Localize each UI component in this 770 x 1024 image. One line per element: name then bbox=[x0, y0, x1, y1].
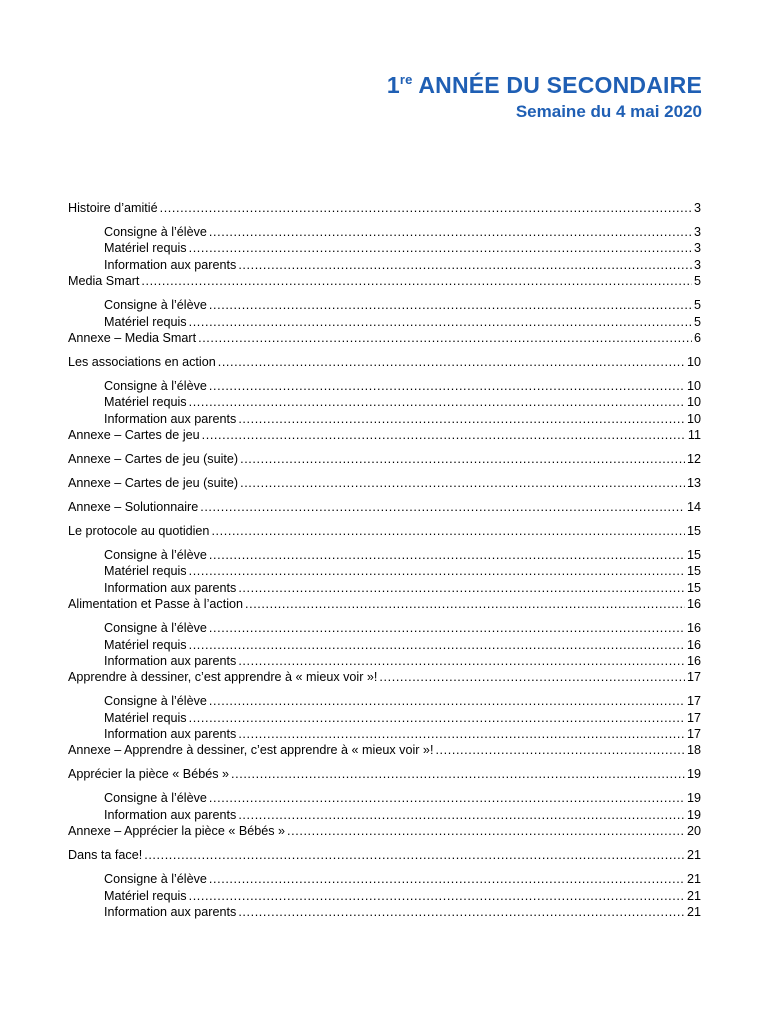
toc-entry-label: Annexe – Cartes de jeu (suite) bbox=[68, 452, 239, 467]
toc-entry-label: Alimentation et Passe à l’action bbox=[68, 597, 244, 612]
toc-subentry[interactable] bbox=[68, 224, 701, 240]
toc-page-number: 17 bbox=[686, 670, 701, 685]
table-of-contents bbox=[68, 200, 701, 920]
toc-subentry[interactable] bbox=[68, 637, 701, 653]
toc-page-number: 10 bbox=[686, 411, 701, 426]
toc-subentry[interactable] bbox=[68, 378, 701, 394]
toc-entry[interactable] bbox=[68, 475, 701, 491]
toc-subentry[interactable] bbox=[68, 726, 701, 742]
toc-page-number: 10 bbox=[686, 378, 701, 393]
toc-dot-leader bbox=[189, 888, 685, 904]
toc-dot-leader bbox=[238, 257, 692, 273]
toc-dot-leader bbox=[240, 475, 685, 491]
toc-dot-leader bbox=[238, 411, 685, 427]
toc-dot-leader bbox=[198, 330, 692, 346]
toc-dot-leader bbox=[209, 224, 692, 240]
toc-page-number: 17 bbox=[686, 727, 701, 742]
toc-entry[interactable] bbox=[68, 523, 701, 539]
toc-subentry[interactable] bbox=[68, 314, 701, 330]
toc-dot-leader bbox=[189, 563, 685, 579]
toc-entry-label: Histoire d’amitié bbox=[68, 201, 158, 215]
toc-entry-label: Apprendre à dessiner, c’est apprendre à « mieux voir »! bbox=[68, 670, 378, 685]
toc-dot-leader bbox=[238, 726, 685, 742]
toc-subentry[interactable] bbox=[68, 807, 701, 823]
toc-entry[interactable] bbox=[68, 596, 701, 612]
toc-page-number: 17 bbox=[686, 694, 701, 709]
toc-page-number: 21 bbox=[686, 904, 701, 919]
toc-dot-leader bbox=[211, 523, 685, 539]
toc-page-number: 10 bbox=[686, 354, 701, 369]
toc-subentry[interactable] bbox=[68, 888, 701, 904]
toc-page-number: 16 bbox=[686, 637, 701, 652]
toc-dot-leader bbox=[231, 766, 685, 782]
toc-entry-label: Consigne à l’élève bbox=[104, 791, 207, 806]
toc-entry-label: Dans ta face! bbox=[68, 848, 143, 863]
toc-entry-label: Annexe – Media Smart bbox=[68, 330, 197, 345]
toc-dot-leader bbox=[209, 620, 685, 636]
toc-dot-leader bbox=[238, 904, 685, 920]
toc-dot-leader bbox=[240, 451, 685, 467]
toc-dot-leader bbox=[209, 693, 685, 709]
toc-entry[interactable] bbox=[68, 669, 701, 685]
toc-entry[interactable] bbox=[68, 847, 701, 863]
toc-entry-label: Media Smart bbox=[68, 274, 140, 289]
toc-page-number: 19 bbox=[686, 807, 701, 822]
toc-entry[interactable] bbox=[68, 499, 701, 515]
toc-page-number: 16 bbox=[686, 653, 701, 668]
toc-entry-label: Consigne à l’élève bbox=[104, 547, 207, 562]
toc-entry-label: Annexe – Cartes de jeu (suite) bbox=[68, 476, 239, 491]
toc-dot-leader bbox=[209, 871, 685, 887]
toc-entry-label: Information aux parents bbox=[104, 257, 237, 272]
toc-entry-label: Consigne à l’élève bbox=[104, 224, 207, 239]
toc-page-number: 3 bbox=[693, 257, 701, 272]
toc-dot-leader bbox=[209, 790, 685, 806]
toc-entry-label: Consigne à l’élève bbox=[104, 621, 207, 636]
toc-entry-label: Matériel requis bbox=[104, 314, 187, 329]
toc-subentry[interactable] bbox=[68, 580, 701, 596]
document-title bbox=[387, 66, 702, 99]
toc-dot-leader bbox=[189, 240, 692, 256]
toc-dot-leader bbox=[209, 547, 685, 563]
toc-page-number: 11 bbox=[687, 428, 701, 443]
toc-entry[interactable] bbox=[68, 330, 701, 346]
toc-subentry[interactable] bbox=[68, 693, 701, 709]
title-text: ANNÉE DU SECONDAIRE bbox=[412, 72, 702, 98]
toc-subentry[interactable] bbox=[68, 710, 701, 726]
toc-page-number: 17 bbox=[686, 710, 701, 725]
toc-page-number: 15 bbox=[686, 564, 701, 579]
toc-page-number: 13 bbox=[686, 476, 701, 491]
toc-entry-label: Information aux parents bbox=[104, 580, 237, 595]
toc-dot-leader bbox=[435, 742, 685, 758]
toc-entry[interactable] bbox=[68, 742, 701, 758]
toc-entry[interactable] bbox=[68, 766, 701, 782]
toc-page-number: 16 bbox=[686, 597, 701, 612]
toc-page-number: 3 bbox=[693, 201, 701, 215]
toc-dot-leader bbox=[379, 669, 685, 685]
toc-page-number: 5 bbox=[693, 298, 701, 313]
toc-entry-label: Consigne à l’élève bbox=[104, 872, 207, 887]
toc-dot-leader bbox=[202, 427, 686, 443]
toc-dot-leader bbox=[245, 596, 685, 612]
toc-subentry[interactable] bbox=[68, 240, 701, 256]
toc-subentry[interactable] bbox=[68, 653, 701, 669]
toc-page-number: 5 bbox=[693, 314, 701, 329]
toc-page-number: 21 bbox=[686, 848, 701, 863]
document-header bbox=[387, 66, 702, 123]
toc-entry[interactable] bbox=[68, 451, 701, 467]
toc-dot-leader bbox=[189, 710, 685, 726]
toc-dot-leader bbox=[189, 314, 692, 330]
toc-page-number: 6 bbox=[693, 330, 701, 345]
toc-dot-leader bbox=[200, 499, 685, 515]
toc-entry-label: Apprécier la pièce « Bébés » bbox=[68, 767, 230, 782]
toc-subentry[interactable] bbox=[68, 547, 701, 563]
toc-entry[interactable] bbox=[68, 354, 701, 370]
toc-dot-leader bbox=[209, 378, 685, 394]
toc-subentry[interactable] bbox=[68, 257, 701, 273]
toc-page-number: 15 bbox=[686, 580, 701, 595]
toc-dot-leader bbox=[189, 394, 685, 410]
toc-page-number: 10 bbox=[686, 395, 701, 410]
toc-entry-label: Consigne à l’élève bbox=[104, 378, 207, 393]
toc-entry-label: Information aux parents bbox=[104, 727, 237, 742]
toc-subentry[interactable] bbox=[68, 871, 701, 887]
toc-entry[interactable] bbox=[68, 823, 701, 839]
toc-entry-label: Matériel requis bbox=[104, 241, 187, 256]
toc-entry-label: Matériel requis bbox=[104, 710, 187, 725]
toc-page-number: 18 bbox=[686, 743, 701, 758]
toc-entry-label: Matériel requis bbox=[104, 637, 187, 652]
toc-dot-leader bbox=[160, 200, 692, 216]
toc-page-number: 3 bbox=[693, 224, 701, 239]
toc-page-number: 5 bbox=[693, 274, 701, 289]
toc-page-number: 19 bbox=[686, 791, 701, 806]
toc-entry-label: Annexe – Apprendre à dessiner, c’est apprendre à « mieux voir »! bbox=[68, 743, 434, 758]
toc-entry-label: Matériel requis bbox=[104, 395, 187, 410]
toc-page-number: 19 bbox=[686, 767, 701, 782]
toc-page-number: 20 bbox=[686, 824, 701, 839]
toc-dot-leader bbox=[144, 847, 685, 863]
toc-subentry[interactable] bbox=[68, 904, 701, 920]
toc-dot-leader bbox=[238, 580, 685, 596]
toc-dot-leader bbox=[238, 807, 685, 823]
toc-entry-label: Information aux parents bbox=[104, 807, 237, 822]
toc-page-number: 3 bbox=[693, 241, 701, 256]
toc-entry-label: Le protocole au quotidien bbox=[68, 524, 210, 538]
toc-entry-label: Matériel requis bbox=[104, 888, 187, 903]
toc-entry-label: Annexe – Solutionnaire bbox=[68, 500, 199, 515]
toc-entry[interactable] bbox=[68, 200, 701, 216]
toc-page-number: 16 bbox=[686, 621, 701, 636]
title-superscript: re bbox=[399, 72, 413, 87]
toc-dot-leader bbox=[209, 297, 692, 313]
toc-page-number: 21 bbox=[686, 888, 701, 903]
toc-entry-label: Consigne à l’élève bbox=[104, 298, 207, 313]
document-subtitle: Semaine du 4 mai 2020 bbox=[515, 102, 702, 121]
toc-subentry[interactable] bbox=[68, 411, 701, 427]
toc-entry-label: Information aux parents bbox=[104, 904, 237, 919]
toc-page-number: 15 bbox=[686, 524, 701, 538]
toc-page-number: 21 bbox=[686, 872, 701, 887]
toc-entry-label: Information aux parents bbox=[104, 653, 237, 668]
toc-entry[interactable] bbox=[68, 273, 701, 289]
toc-page-number: 12 bbox=[686, 452, 701, 467]
toc-subentry[interactable] bbox=[68, 620, 701, 636]
toc-subentry[interactable] bbox=[68, 297, 701, 313]
toc-subentry[interactable] bbox=[68, 563, 701, 579]
toc-dot-leader bbox=[189, 637, 685, 653]
toc-entry-label: Annexe – Cartes de jeu bbox=[68, 428, 200, 443]
title-number: 1 bbox=[386, 72, 400, 98]
toc-subentry[interactable] bbox=[68, 394, 701, 410]
toc-entry-label: Annexe – Apprécier la pièce « Bébés » bbox=[68, 824, 286, 839]
toc-page-number: 15 bbox=[686, 547, 701, 562]
toc-entry-label: Les associations en action bbox=[68, 354, 216, 369]
toc-dot-leader bbox=[218, 354, 685, 370]
toc-dot-leader bbox=[141, 273, 692, 289]
toc-page-number: 14 bbox=[686, 500, 701, 515]
toc-entry[interactable] bbox=[68, 427, 701, 443]
toc-entry-label: Matériel requis bbox=[104, 564, 187, 579]
toc-dot-leader bbox=[238, 653, 685, 669]
toc-entry-label: Information aux parents bbox=[104, 411, 237, 426]
toc-entry-label: Consigne à l’élève bbox=[104, 694, 207, 709]
toc-dot-leader bbox=[287, 823, 685, 839]
toc-subentry[interactable] bbox=[68, 790, 701, 806]
